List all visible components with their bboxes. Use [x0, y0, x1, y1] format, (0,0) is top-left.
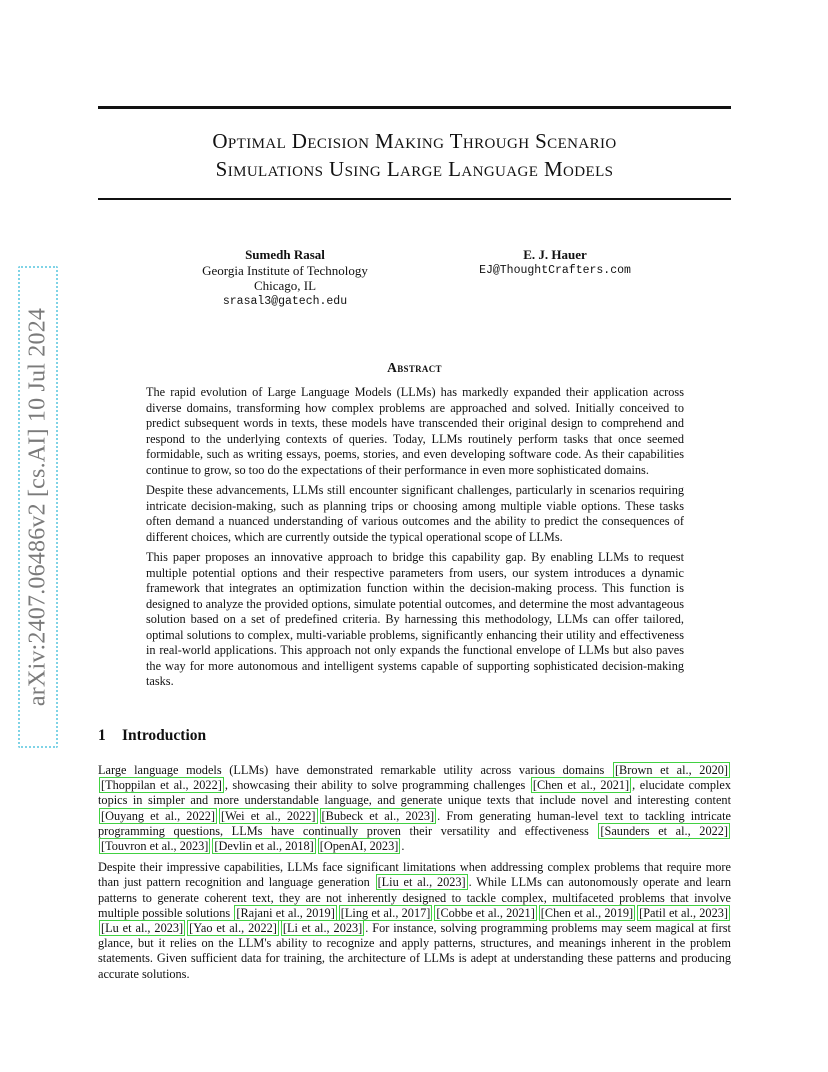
- abstract-heading: Abstract: [387, 360, 442, 375]
- citation-link[interactable]: [Ouyang et al., 2022]: [101, 808, 215, 823]
- text: . From generating human-level text to tackling intricate programming questions, LLMs have continually proven their versatility and effectiveness: [98, 808, 731, 838]
- author-affiliation: Georgia Institute of Technology: [202, 262, 368, 278]
- citation-link[interactable]: [Patil et al., 2023]: [639, 905, 728, 920]
- author-location: Chicago, IL: [253, 278, 317, 293]
- arxiv-stamp[interactable]: [18, 266, 58, 748]
- citation-link[interactable]: [Brown et al., 2020]: [614, 763, 728, 777]
- citation-link[interactable]: [Lu et al., 2023]: [101, 921, 184, 936]
- author-email[interactable]: EJ@ThoughtCrafters.com: [479, 263, 631, 277]
- title-rule-top: [98, 106, 731, 109]
- citation-link[interactable]: [Thoppilan et al., 2022]: [101, 778, 222, 793]
- abstract: [146, 385, 684, 695]
- author-block-2: [450, 247, 660, 278]
- section-title: Introduction: [122, 727, 207, 744]
- citation-link[interactable]: [Saunders et al., 2022]: [600, 823, 728, 838]
- section-heading: [98, 727, 206, 745]
- author-email[interactable]: srasal3@gatech.edu: [222, 294, 348, 308]
- citation-link[interactable]: [Wei et al., 2022]: [220, 808, 316, 823]
- text: , elucidate complex topics in simpler and more understandable language, and generate unique texts that include novel and interesting content: [98, 778, 731, 808]
- abstract-paragraph-2: Despite these advancements, LLMs still encounter significant challenges, particularly in scenarios requiring intricate decision-making, such as planning trips or choosing among multiple viable options. These tasks often demand a nuanced understanding of various outcomes and the ability to predict the consequences of different choices, which are currently outside the typical operational scope of LLMs.: [146, 483, 684, 544]
- intro-paragraph-2: [98, 860, 731, 982]
- title-rule-bottom: [98, 198, 731, 200]
- citation-link[interactable]: [Ling et al., 2017]: [340, 905, 431, 920]
- citation-link[interactable]: [Devlin et al., 2018]: [214, 839, 314, 854]
- title-line-1: Optimal Decision Making Through Scenario: [212, 129, 617, 153]
- citation-link[interactable]: [Touvron et al., 2023]: [101, 839, 209, 854]
- author-name: E. J. Hauer: [523, 247, 587, 262]
- citation-link[interactable]: [Chen et al., 2019]: [540, 905, 634, 920]
- abstract-paragraph-3: This paper proposes an innovative approach to bridge this capability gap. By enabling LLMs to request multiple potential options and their respective parameters from users, our system introduces a dynamic framework that integrates an optimization function within the decision-making process. This function is designed to analyze the provided options, simulate potential outcomes, and determine the most advantageous solution based on a set of predefined criteria. By harnessing this methodology, LLMs can offer tailored, optimal solutions to complex, multi-variable problems, significantly enhancing their utility and effectiveness in real-world applications. This approach not only expands the functional envelope of LLMs but also paves the way for more autonomous and intelligent systems capable of supporting sophisticated decision-making tasks.: [146, 550, 684, 688]
- author-block-1: [180, 247, 390, 309]
- title-line-2: Simulations Using Large Language Models: [215, 157, 614, 181]
- section-number: 1: [98, 727, 106, 744]
- text: .: [401, 839, 405, 854]
- arxiv-id[interactable]: arXiv:2407.06486v2 [cs.AI] 10 Jul 2024: [24, 307, 51, 707]
- citation-link[interactable]: [Bubeck et al., 2023]: [321, 808, 435, 823]
- paper-title: [98, 127, 731, 183]
- abstract-paragraph-1: The rapid evolution of Large Language Models (LLMs) has markedly expanded their application across diverse domains, transforming how complex problems are approached and solved. Initially conceived to predict subsequent words in texts, these models have transcended their original design to comprehend and respond to the underlying contexts of queries. Today, LLMs routinely perform tasks that once seemed formidable, such as writing essays, poems, stories, and even developing software code. As their capabilities continue to grow, so too do the expectations of their performance in even more sophisticated domains.: [146, 385, 684, 477]
- text: Large language models (LLMs) have demonstrated remarkable utility across various domains: [98, 763, 612, 777]
- citation-link[interactable]: [OpenAI, 2023]: [319, 839, 399, 854]
- citation-link[interactable]: [Li et al., 2023]: [282, 921, 363, 936]
- citation-link[interactable]: [Liu et al., 2023]: [377, 875, 466, 890]
- citation-link[interactable]: [Chen et al., 2021]: [532, 778, 630, 793]
- author-name: Sumedh Rasal: [245, 247, 325, 262]
- citation-link[interactable]: [Yao et al., 2022]: [189, 921, 277, 936]
- intro-paragraph-1: [98, 763, 731, 854]
- introduction-body: [98, 763, 731, 988]
- text: . For instance, solving programming problems may seem magical at first glance, but it relies on the LLM's ability to recognize and apply patterns, structures, and meanings inherent in the problem statements. Given sufficient data for training, the architecture of LLMs is adept at understanding these patterns and producing accurate solutions.: [98, 921, 731, 981]
- text: . While LLMs can autonomously operate and learn patterns to generate coherent text, they are not inherently designed to tackle complex, multifaceted problems that involve multiple possible solutions: [98, 875, 731, 920]
- text: , showcasing their ability to solve programming challenges: [224, 778, 530, 793]
- text: Despite their impressive capabilities, LLMs face significant limitations when addressing complex problems that require more than just pattern recognition and language generation: [98, 860, 731, 890]
- citation-link[interactable]: [Rajani et al., 2019]: [236, 905, 335, 920]
- citation-link[interactable]: [Cobbe et al., 2021]: [436, 905, 535, 920]
